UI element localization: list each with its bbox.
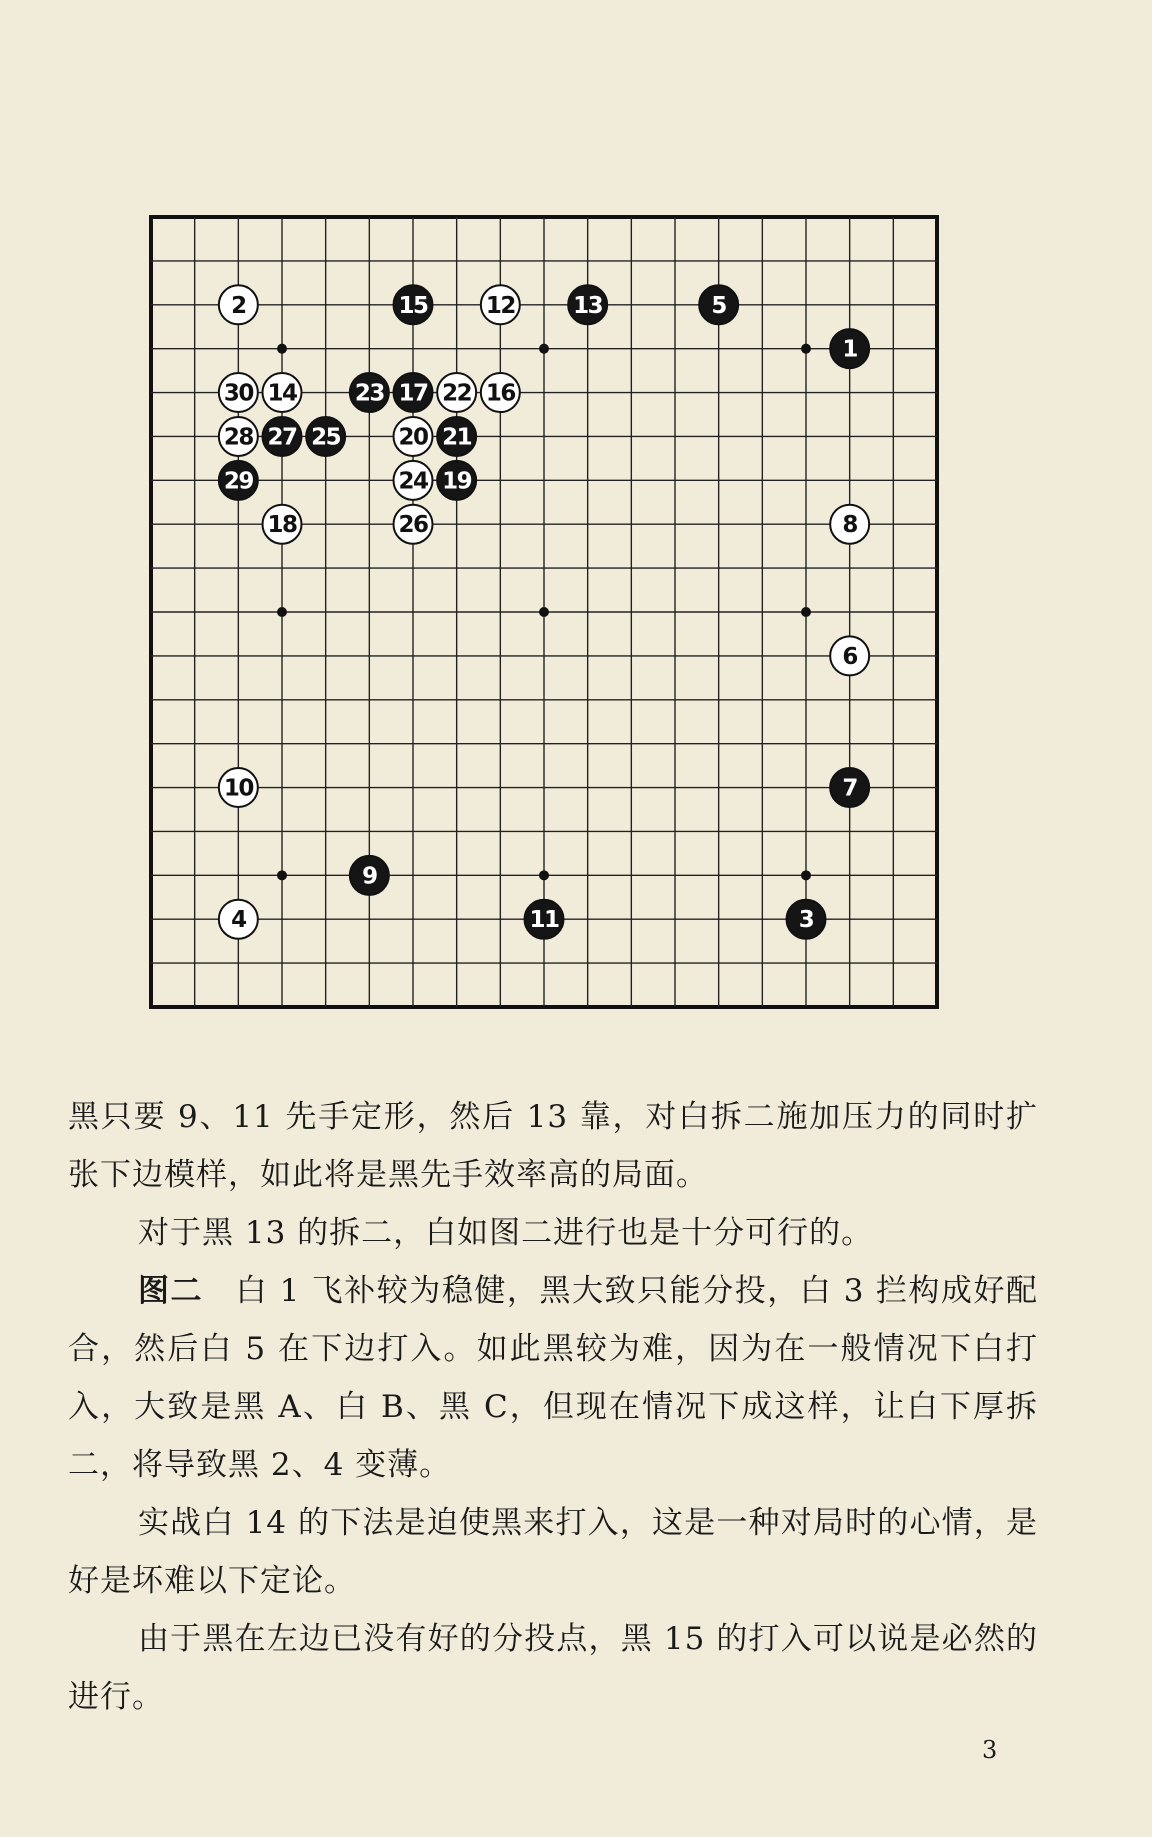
go-board xyxy=(148,214,940,1010)
stone-number: 14 xyxy=(267,380,297,407)
black-stone-23 xyxy=(350,373,389,412)
stone-number: 5 xyxy=(711,292,726,319)
star-point xyxy=(539,607,549,617)
black-stone-25 xyxy=(306,417,345,456)
paragraph-5: 由于黑在左边已没有好的分投点，黑 15 的打入可以说是必然的进行。 xyxy=(68,1621,1038,1715)
stone-number: 25 xyxy=(311,424,341,451)
white-stone-24 xyxy=(394,461,433,500)
stone-number: 26 xyxy=(398,512,428,539)
white-stone-28 xyxy=(219,417,258,456)
stone-number: 1 xyxy=(842,336,857,363)
stone-number: 21 xyxy=(442,424,472,451)
star-point xyxy=(277,607,287,617)
black-stone-13 xyxy=(568,285,607,324)
white-stone-30 xyxy=(219,373,258,412)
black-stone-17 xyxy=(394,373,433,412)
stone-number: 17 xyxy=(398,380,428,407)
paragraph-4: 实战白 14 的下法是迫使黑来打入，这是一种对局时的心情，是好是坏难以下定论。 xyxy=(68,1505,1038,1599)
paragraph-3 xyxy=(68,1262,1038,1494)
black-stone-9 xyxy=(350,856,389,895)
stone-number: 22 xyxy=(442,380,472,407)
star-point xyxy=(801,607,811,617)
black-stone-11 xyxy=(525,900,564,939)
white-stone-2 xyxy=(219,285,258,324)
star-point xyxy=(539,344,549,354)
white-stone-12 xyxy=(481,285,520,324)
stone-number: 19 xyxy=(442,468,472,495)
stone-number: 6 xyxy=(842,643,857,670)
white-stone-22 xyxy=(437,373,476,412)
stone-number: 12 xyxy=(485,292,515,319)
page-number: 3 xyxy=(982,1736,998,1764)
stone-number: 10 xyxy=(223,775,253,802)
stone-number: 4 xyxy=(231,907,246,934)
black-stone-15 xyxy=(394,285,433,324)
paragraph-1: 黑只要 9、11 先手定形，然后 13 靠，对白拆二施加压力的同时扩张下边模样，如此将是黑先手效率高的局面。 xyxy=(68,1099,1038,1193)
black-stone-5 xyxy=(699,285,738,324)
white-stone-20 xyxy=(394,417,433,456)
black-stone-7 xyxy=(830,768,869,807)
stone-number: 27 xyxy=(267,424,297,451)
go-board-diagram xyxy=(148,214,940,1010)
figure-label: 图二 xyxy=(138,1273,204,1309)
paragraph-2: 对于黑 13 的拆二，白如图二进行也是十分可行的。 xyxy=(138,1215,874,1251)
black-stone-1 xyxy=(830,329,869,368)
black-stone-27 xyxy=(263,417,302,456)
white-stone-8 xyxy=(830,505,869,544)
black-stone-3 xyxy=(787,900,826,939)
star-point xyxy=(801,870,811,880)
star-point xyxy=(277,870,287,880)
white-stone-14 xyxy=(263,373,302,412)
stone-number: 30 xyxy=(223,380,253,407)
stone-number: 28 xyxy=(223,424,253,451)
white-stone-6 xyxy=(830,636,869,675)
stone-number: 18 xyxy=(267,512,297,539)
star-point xyxy=(277,344,287,354)
stone-number: 9 xyxy=(362,863,377,890)
stone-number: 8 xyxy=(842,512,857,539)
black-stone-29 xyxy=(219,461,258,500)
stone-number: 7 xyxy=(842,775,857,802)
stone-number: 16 xyxy=(485,380,515,407)
white-stone-10 xyxy=(219,768,258,807)
stone-number: 13 xyxy=(573,292,603,319)
stone-number: 23 xyxy=(354,380,384,407)
stone-number: 24 xyxy=(398,468,428,495)
star-point xyxy=(539,870,549,880)
white-stone-18 xyxy=(263,505,302,544)
stone-number: 20 xyxy=(398,424,428,451)
white-stone-26 xyxy=(394,505,433,544)
stone-number: 11 xyxy=(529,907,559,934)
commentary-text xyxy=(68,1088,1038,1726)
stone-number: 2 xyxy=(231,292,246,319)
stone-number: 3 xyxy=(798,907,814,934)
paragraph-3-body: 白 1 飞补较为稳健，黑大致只能分投，白 3 拦构成好配合，然后白 5 在下边打入。如此黑较为难，因为在一般情况下白打入，大致是黑 A、白 B、黑 C，但现在情况下成这样，让白下厚拆二，将导致黑 2、4 变薄。 xyxy=(68,1273,1038,1483)
white-stone-4 xyxy=(219,900,258,939)
black-stone-19 xyxy=(437,461,476,500)
white-stone-16 xyxy=(481,373,520,412)
stone-number: 29 xyxy=(223,468,253,495)
black-stone-21 xyxy=(437,417,476,456)
stone-number: 15 xyxy=(398,292,428,319)
star-point xyxy=(801,344,811,354)
